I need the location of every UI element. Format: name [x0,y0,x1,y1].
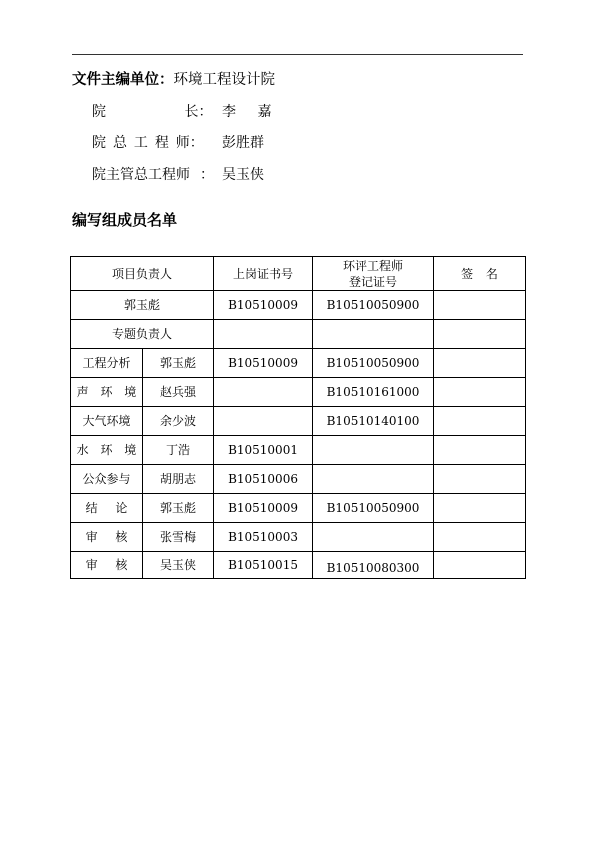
table-row [71,494,526,523]
signature-cell [434,465,526,494]
members-table [70,256,526,579]
topic-cell: 工程分析 [71,349,143,378]
cert-no-header: 上岗证书号 [214,257,313,291]
topic-cell: 审 核 [71,523,143,552]
eia-reg-no-cell: B10510050900 [313,494,434,523]
table-row [71,349,526,378]
org-name: 环境工程设计院 [173,72,275,88]
name-cell: 吴玉侠 [143,552,214,579]
supervising-chief-engineer-name: 吴玉侠 [222,167,264,183]
cert-no-cell: B10510003 [214,523,313,552]
name-cell: 郭玉彪 [143,349,214,378]
signature-cell [434,349,526,378]
header-rule [72,54,523,55]
table-row [71,552,526,579]
eia-reg-no-cell [313,465,434,494]
table-row [71,465,526,494]
eia-reg-no-cell: B10510050900 [313,349,434,378]
eia-reg-no-cell [313,320,434,349]
table-header-row [71,257,526,291]
project-lead-header: 项目负责人 [71,257,214,291]
supervising-chief-engineer-row [92,165,264,185]
eia-reg-no-cell: B10510050900 [313,291,434,320]
editing-organization [72,70,275,90]
cert-no-cell: B10510009 [214,494,313,523]
cert-no-cell [214,320,313,349]
eia-reg-no-cell: B10510140100 [313,407,434,436]
topic-lead-heading-row [71,320,526,349]
eia-reg-no-cell: B10510161000 [313,378,434,407]
table-row [71,407,526,436]
name-cell: 郭玉彪 [143,494,214,523]
cert-no-cell [214,378,313,407]
section-title: 编写组成员名单 [72,211,178,229]
name-cell: 郭玉彪 [71,291,214,320]
table-row [71,523,526,552]
signature-cell [434,436,526,465]
supervising-chief-engineer-title: 院主管总工程师 ： [92,167,214,183]
signature-cell [434,320,526,349]
eia-reg-no-cell [313,436,434,465]
name-cell: 胡朋志 [143,465,214,494]
name-cell: 余少波 [143,407,214,436]
topic-cell: 大气环境 [71,407,143,436]
org-label: 文件主编单位： [72,72,174,88]
signature-cell [434,378,526,407]
topic-cell: 声 环 境 [71,378,143,407]
table-row [71,378,526,407]
cert-no-cell: B10510001 [214,436,313,465]
eia-reg-no-cell: B10510080300 [313,552,434,579]
signature-cell [434,494,526,523]
cert-no-cell: B10510009 [214,291,313,320]
signature-header: 签 名 [434,257,526,291]
topic-lead-label: 专题负责人 [71,320,214,349]
eia-reg-no-header-line1: 环评工程师 [343,258,404,273]
eia-reg-no-header [313,257,434,291]
eia-reg-no-header-line2: 登记证号 [349,274,398,289]
project-lead-row [71,291,526,320]
dean-title: 院 长： [92,104,213,120]
cert-no-cell [214,407,313,436]
chief-engineer-row [92,133,264,153]
chief-engineer-title: 院 总 工 程 师： [92,135,204,151]
name-cell: 丁浩 [143,436,214,465]
cert-no-cell: B10510009 [214,349,313,378]
chief-engineer-name: 彭胜群 [222,135,264,151]
topic-cell: 公众参与 [71,465,143,494]
signature-cell [434,552,526,579]
signature-cell [434,523,526,552]
cert-no-cell: B10510006 [214,465,313,494]
topic-cell: 审 核 [71,552,143,579]
topic-cell: 水 环 境 [71,436,143,465]
name-cell: 赵兵强 [143,378,214,407]
dean-name: 李 嘉 [222,104,272,120]
cert-no-cell: B10510015 [214,552,313,579]
table-row [71,436,526,465]
signature-cell [434,291,526,320]
signature-cell [434,407,526,436]
eia-reg-no-cell [313,523,434,552]
name-cell: 张雪梅 [143,523,214,552]
dean-row [92,102,271,122]
topic-cell: 结 论 [71,494,143,523]
